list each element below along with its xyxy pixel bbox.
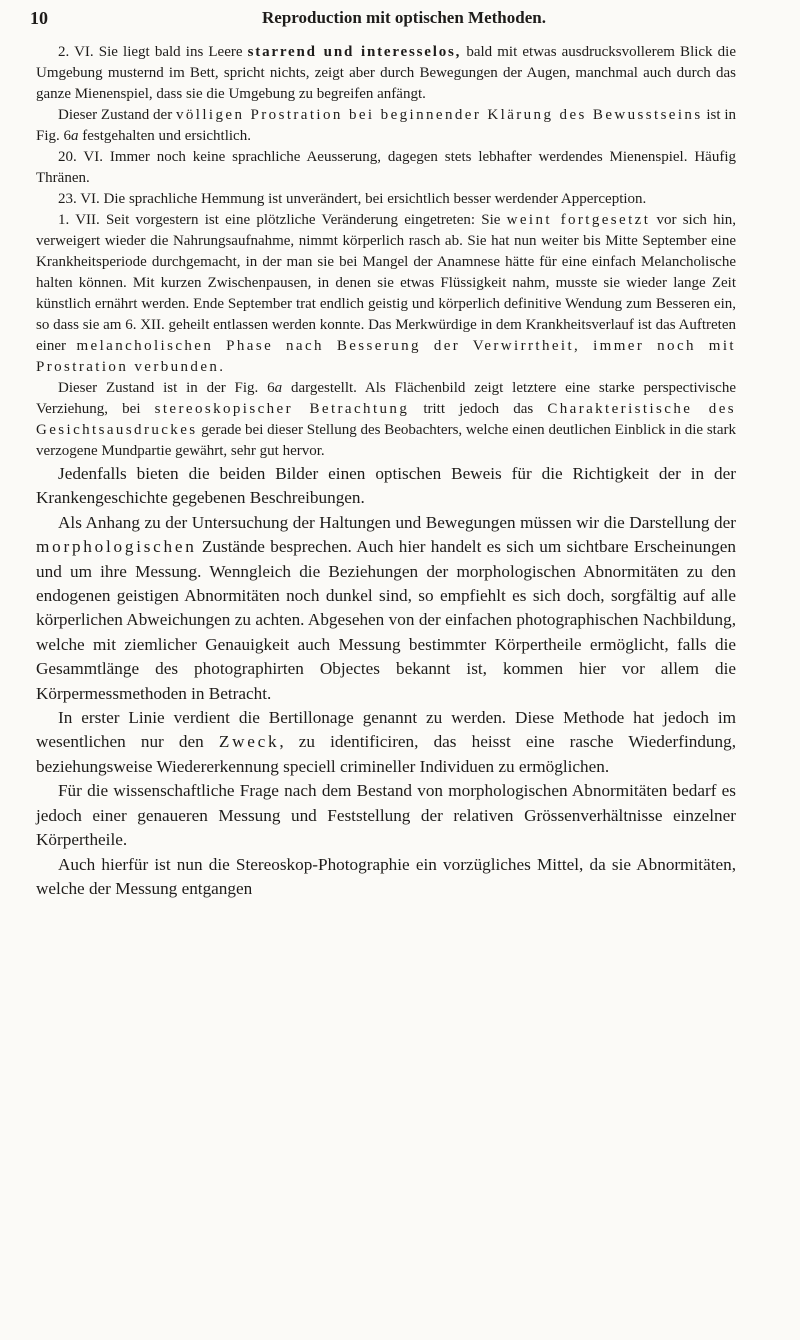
text-run: gerade bei dieser Stellung des Beobachters, welche einen deutlichen Einblick in die stark verzogene Mundpartie gewährt, sehr gut hervor.: [36, 422, 736, 459]
text-run: , zu identificiren, das heisst eine rasche Wiederfindung, beziehungsweise Wiedererkennung speciell crimineller Individuen zu ermöglichen.: [36, 732, 736, 776]
figure-letter: a: [71, 128, 79, 144]
paragraph-1-vii: [36, 210, 736, 378]
page-number: 10: [30, 8, 48, 28]
emphasis-run: weint fortgesetzt: [506, 212, 651, 228]
text-run: 20. VI. Immer noch keine sprachliche Aeusserung, dagegen stets lebhafter werdendes Mienenspiel. Häufig Thränen.: [36, 149, 736, 186]
figure-letter: a: [274, 380, 283, 396]
paragraph-beweis: [36, 462, 736, 511]
text-run: Auch hierfür ist nun die Stereoskop-Photographie ein vorzügliches Mittel, da sie Abnormitäten, welche der Messung entgangen: [36, 854, 736, 898]
text-run: ist in Fig. 6: [36, 107, 736, 144]
emphasis-run: Zweck: [218, 732, 280, 752]
text-run: tritt jedoch das: [409, 401, 548, 417]
text-run: dargestellt. Als Flächenbild zeigt letztere eine starke perspectivische Verziehung, bei: [36, 380, 736, 417]
text-run: 23. VI. Die sprachliche Hemmung ist unverändert, bei ersichtlich besser werdender Apperception.: [58, 191, 647, 207]
text-run: Jedenfalls bieten die beiden Bilder einen optischen Beweis für die Richtigkeit der in der Krankengeschichte gegebenen Beschreibungen.: [36, 464, 736, 508]
running-title: Reproduction mit optischen Methoden.: [262, 8, 546, 27]
paragraph-2-vi: [36, 42, 736, 105]
text-run: festgehalten und ersichtlich.: [78, 128, 251, 144]
text-run: In erster Linie verdient die Bertillonage genannt zu werden. Diese Methode hat jedoch im wesentlichen nur den: [36, 708, 736, 752]
paragraph-23-vi: [36, 189, 736, 210]
emphasis-run: melancholischen Phase nach Besserung der Verwirrtheit, immer noch mit Prostration verbunden.: [36, 338, 736, 375]
text-run: Zustände besprechen. Auch hier handelt es sich um sichtbare Erscheinungen und um ihre Messung. Wenngleich die Beziehungen der morphologischen Abnormitäten zu den endogenen geistigen Abnormitäten noch dunkel sind, so empfiehlt es sich doch, sorgfältig auf alle körperlichen Abweichungen zu achten. Abgesehen von der einfachen photographischen Nachbildung, welche mit ziemlicher Genauigkeit auch Messung bestimmter Körpertheile ermöglicht, falls die Gesammtlänge des photographirten Objectes bekannt ist, kommen hier vor allem die Körpermessmethoden in Betracht.: [36, 537, 736, 703]
text-run: Für die wissenschaftliche Frage nach dem Bestand von morphologischen Abnormitäten bedarf es jedoch einer genaueren Messung und Feststellung der relativen Grössenverhältnisse einzelner Körpertheile.: [36, 781, 736, 850]
page-header: [30, 6, 730, 32]
text-run: 2. VI. Sie liegt bald ins Leere: [58, 44, 248, 60]
paragraph-stereoskop: [36, 853, 736, 902]
text-run: Dieser Zustand ist in der Fig. 6: [58, 380, 275, 396]
paragraph-anhang: [36, 511, 736, 706]
emphasis-run: starrend und interesselos,: [247, 44, 462, 60]
text-run: bald mit etwas ausdrucksvollerem Blick die Umgebung musternd im Bett, spricht nichts, zeigt aber durch Bewegungen der Augen, manchmal auch durch das ganze Mienenspiel, dass sie die Umgebung zu begreifen anfängt.: [36, 44, 736, 102]
text-run: Dieser Zustand der: [58, 107, 176, 123]
emphasis-run: völligen Prostration bei beginnender Klärung des Bewusstseins: [176, 107, 703, 123]
body-text: [36, 42, 736, 901]
paragraph-bertillonage: [36, 706, 736, 779]
paragraph-20-vi: [36, 147, 736, 189]
text-run: vor sich hin, verweigert wieder die Nahrungsaufnahme, nimmt körperlich rasch ab. Sie hat nun weiter bis Mitte September eine Krankheitsperiode durchgemacht, in der man sie bei Mangel der Anamnese hätte für eine einfach Melancholische halten können. Mit kurzen Zwischenpausen, in denen sie etwas Flüssigkeit nahm, musste sie wieder lange Zeit künstlich ernährt werden. Ende September trat endlich geistig und körperlich definitive Wendung zum Besseren ein, so dass sie am 6. XII. geheilt entlassen werden konnte. Das Merkwürdige in dem Krankheitsverlauf ist das Auftreten einer: [36, 212, 736, 354]
text-run: Als Anhang zu der Untersuchung der Haltungen und Bewegungen müssen wir die Darstellung der: [58, 512, 736, 532]
paragraph-wissenschaftlich: [36, 779, 736, 852]
emphasis-run: Charakteristische des Gesichtsausdruckes: [36, 401, 736, 438]
emphasis-run: stereoskopischer Betrachtung: [154, 401, 410, 417]
text-run: 1. VII. Seit vorgestern ist eine plötzliche Veränderung eingetreten: Sie: [58, 212, 507, 228]
paragraph-prostration: [36, 105, 736, 147]
emphasis-run: morphologischen: [36, 537, 197, 557]
paragraph-fig-6a: [36, 378, 736, 462]
